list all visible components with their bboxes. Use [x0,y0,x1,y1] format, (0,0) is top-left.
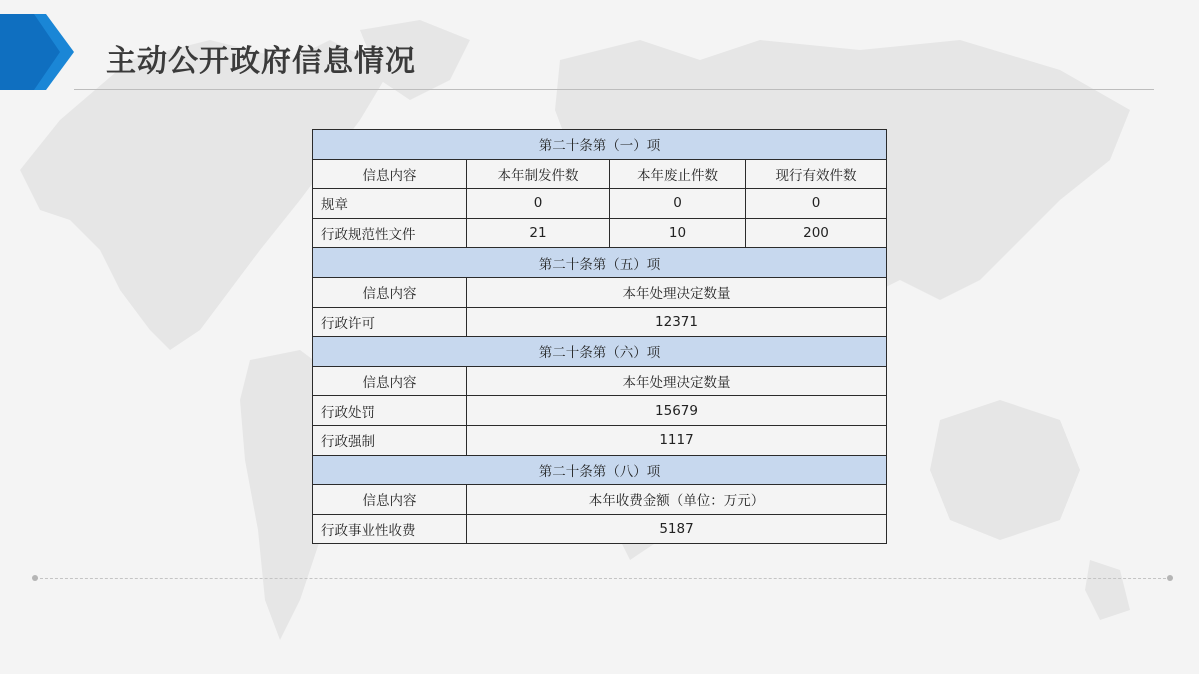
table-row [313,514,887,544]
cell-value: 10 [610,218,746,248]
column-header: 本年处理决定数量 [467,277,887,307]
cell-value: 15679 [467,396,887,426]
row-label: 行政强制 [313,425,467,455]
column-header: 信息内容 [313,366,467,396]
column-header: 信息内容 [313,277,467,307]
cell-value: 0 [610,189,746,219]
column-header: 信息内容 [313,159,467,189]
cell-value: 200 [746,218,887,248]
divider-dot-right [1167,575,1173,581]
cell-value: 0 [467,189,610,219]
section-header-row [313,248,887,278]
row-label: 行政规范性文件 [313,218,467,248]
cell-value: 12371 [467,307,887,337]
column-header: 本年制发件数 [467,159,610,189]
section-title: 第二十条第（八）项 [313,455,887,485]
column-header: 本年处理决定数量 [467,366,887,396]
column-header: 本年收费金额（单位：万元） [467,485,887,515]
footer-divider [35,578,1171,579]
table-row [313,189,887,219]
table-header-row [313,159,887,189]
section-header-row [313,130,887,160]
row-label: 规章 [313,189,467,219]
row-label: 行政许可 [313,307,467,337]
table-header-row [313,485,887,515]
section-header-row [313,455,887,485]
cell-value: 21 [467,218,610,248]
table-row [313,396,887,426]
row-label: 行政事业性收费 [313,514,467,544]
page-title: 主动公开政府信息情况 [106,44,416,79]
cell-value: 0 [746,189,887,219]
row-label: 行政处罚 [313,396,467,426]
table-row [313,218,887,248]
table-row [313,425,887,455]
cell-value: 1117 [467,425,887,455]
column-header: 信息内容 [313,485,467,515]
table-header-row [313,277,887,307]
divider-dot-left [32,575,38,581]
info-disclosure-table [312,129,887,544]
table-header-row [313,366,887,396]
section-title: 第二十条第（五）项 [313,248,887,278]
section-title: 第二十条第（六）项 [313,337,887,367]
column-header: 本年废止件数 [610,159,746,189]
header-chevron-icon [0,14,74,90]
column-header: 现行有效件数 [746,159,887,189]
section-title: 第二十条第（一）项 [313,130,887,160]
table-row [313,307,887,337]
cell-value: 5187 [467,514,887,544]
title-divider [74,89,1154,90]
section-header-row [313,337,887,367]
